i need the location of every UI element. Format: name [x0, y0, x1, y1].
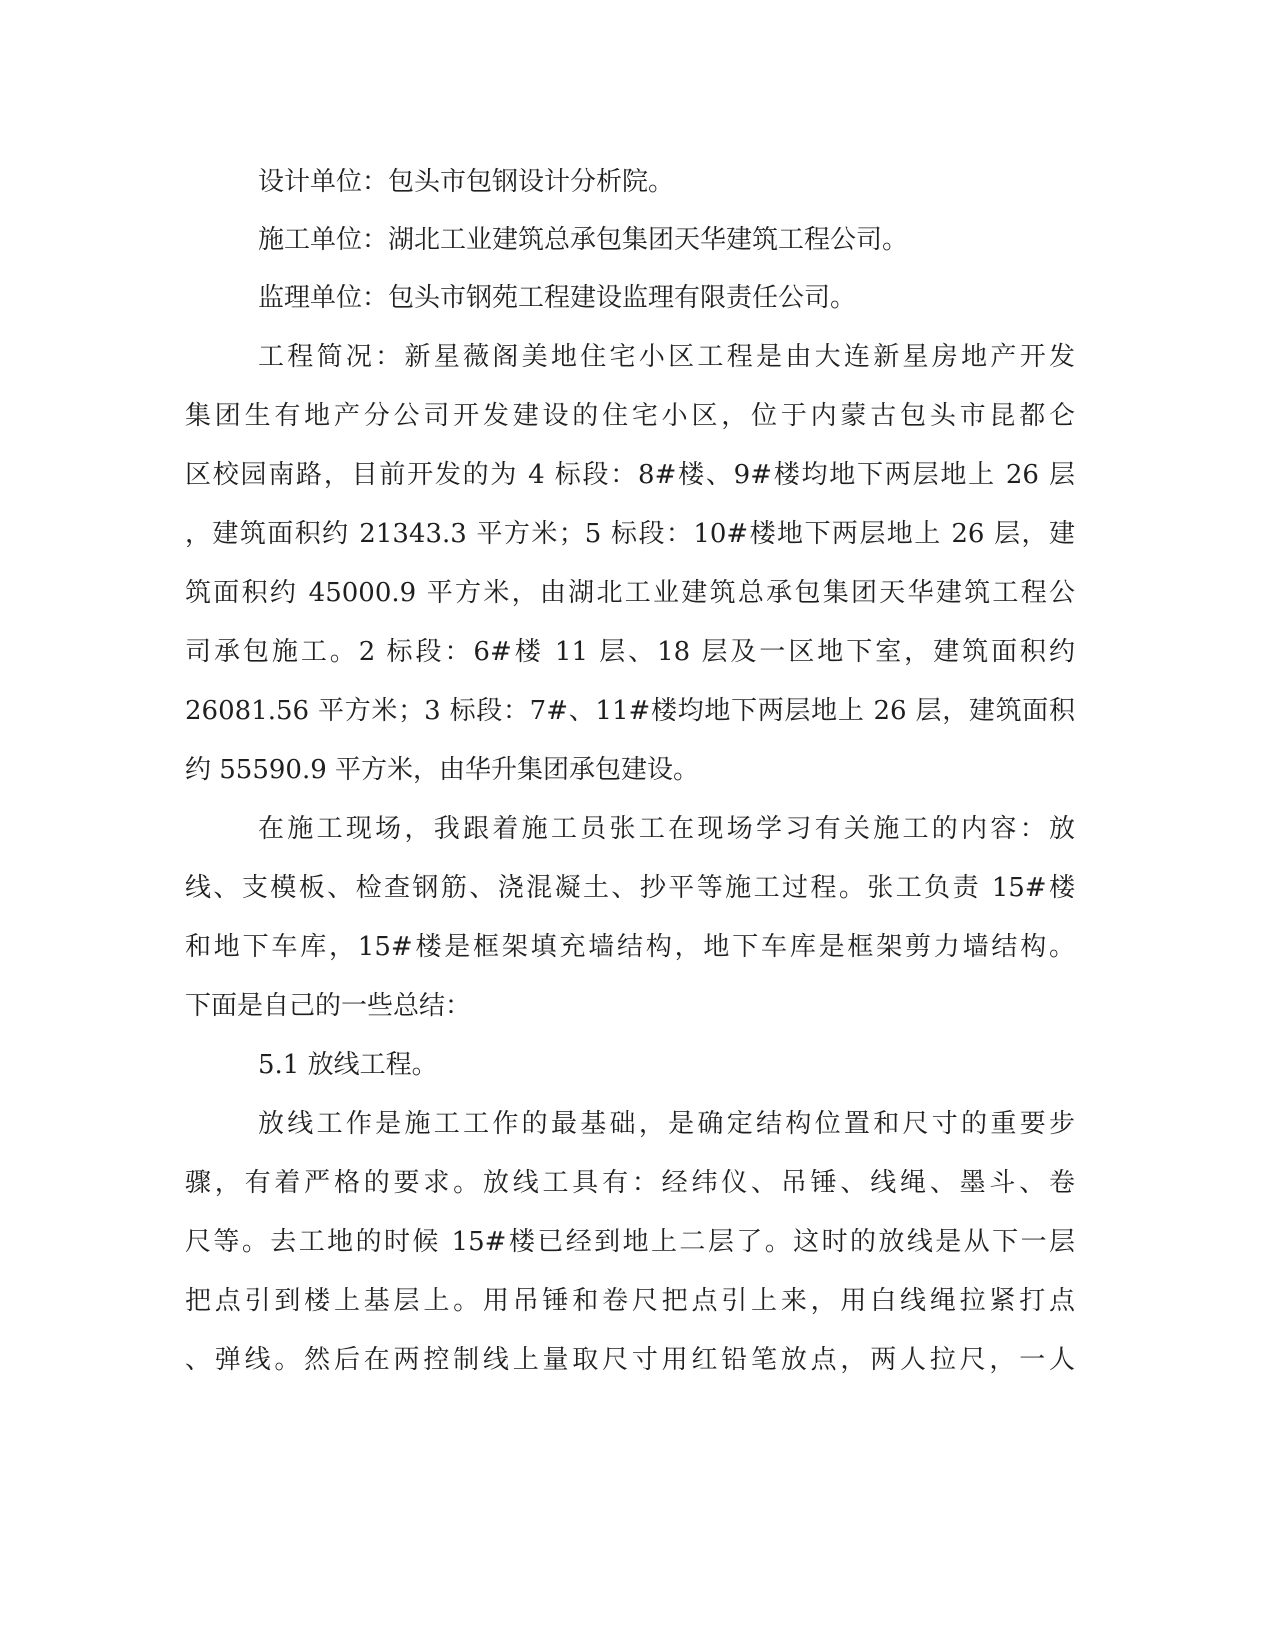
paragraph-line: 筑面积约 45000.9 平方米，由湖北工业建筑总承包集团天华建筑工程公 — [185, 578, 1075, 608]
paragraph-line: 在施工现场，我跟着施工员张工在现场学习有关施工的内容：放 — [258, 814, 1075, 844]
paragraph-line: 骤，有着严格的要求。放线工具有：经纬仪、吊锤、线绳、墨斗、卷 — [185, 1168, 1075, 1198]
paragraph-line: 26081.56 平方米；3 标段：7#、11#楼均地下两层地上 26 层，建筑面积 — [185, 696, 1075, 726]
paragraph-line: 工程简况：新星薇阁美地住宅小区工程是由大连新星房地产开发 — [258, 342, 1075, 372]
paragraph-line: 尺等。去工地的时候 15#楼已经到地上二层了。这时的放线是从下一层 — [185, 1227, 1075, 1257]
paragraph-line: 区校园南路，目前开发的为 4 标段：8#楼、9#楼均地下两层地上 26 层 — [185, 460, 1075, 490]
paragraph-line: 施工单位：湖北工业建筑总承包集团天华建筑工程公司。 — [258, 225, 909, 255]
paragraph-line: 和地下车库，15#楼是框架填充墙结构，地下车库是框架剪力墙结构。 — [185, 932, 1075, 962]
paragraph-line: 、弹线。然后在两控制线上量取尺寸用红铅笔放点，两人拉尺，一人 — [185, 1345, 1075, 1375]
paragraph-line: 设计单位：包头市包钢设计分析院。 — [258, 167, 675, 197]
paragraph-line: 把点引到楼上基层上。用吊锤和卷尺把点引上来，用白线绳拉紧打点 — [185, 1286, 1075, 1316]
section-heading: 5.1 放线工程。 — [258, 1050, 438, 1080]
paragraph-line: 司承包施工。2 标段：6#楼 11 层、18 层及一区地下室，建筑面积约 — [185, 637, 1075, 667]
paragraph-line: 下面是自己的一些总结： — [185, 991, 472, 1021]
paragraph-line: 约 55590.9 平方米，由华升集团承包建设。 — [185, 755, 700, 785]
paragraph-line: 线、支模板、检查钢筋、浇混凝土、抄平等施工过程。张工负责 15#楼 — [185, 873, 1075, 903]
paragraph-line: 放线工作是施工工作的最基础，是确定结构位置和尺寸的重要步 — [258, 1109, 1075, 1139]
paragraph-line: 集团生有地产分公司开发建设的住宅小区，位于内蒙古包头市昆都仑 — [185, 401, 1075, 431]
paragraph-line: 监理单位：包头市钢苑工程建设监理有限责任公司。 — [258, 283, 857, 313]
paragraph-line: ，建筑面积约 21343.3 平方米；5 标段：10#楼地下两层地上 26 层，建 — [185, 519, 1075, 549]
